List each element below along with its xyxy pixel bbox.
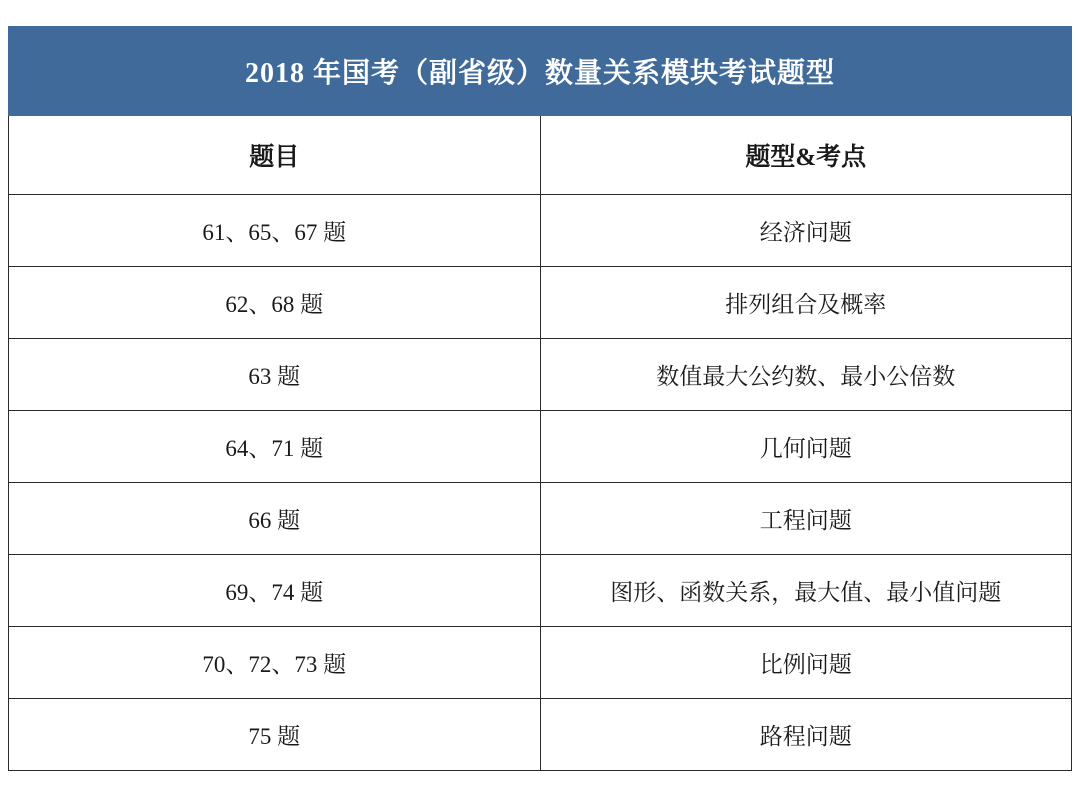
table-row [9, 195, 1072, 267]
table-row [9, 699, 1072, 771]
table-row [9, 555, 1072, 627]
document-title: 2018 年国考（副省级）数量关系模块考试题型 [9, 27, 1072, 116]
cell-type: 比例问题 [540, 627, 1072, 699]
column-header-type: 题型&考点 [540, 116, 1072, 195]
table-row [9, 339, 1072, 411]
table-row [9, 627, 1072, 699]
cell-question: 70、72、73 题 [9, 627, 541, 699]
table-row [9, 267, 1072, 339]
cell-type: 路程问题 [540, 699, 1072, 771]
cell-question: 62、68 题 [9, 267, 541, 339]
cell-type: 数值最大公约数、最小公倍数 [540, 339, 1072, 411]
cell-type: 工程问题 [540, 483, 1072, 555]
cell-question: 63 题 [9, 339, 541, 411]
cell-type: 图形、函数关系，最大值、最小值问题 [540, 555, 1072, 627]
cell-question: 66 题 [9, 483, 541, 555]
table-row [9, 411, 1072, 483]
cell-type: 经济问题 [540, 195, 1072, 267]
exam-type-table [8, 26, 1072, 771]
column-header-question: 题目 [9, 116, 541, 195]
table-title-row [9, 27, 1072, 116]
table-row [9, 483, 1072, 555]
cell-question: 64、71 题 [9, 411, 541, 483]
table-body [9, 27, 1072, 771]
cell-type: 排列组合及概率 [540, 267, 1072, 339]
table-header-row [9, 116, 1072, 195]
cell-question: 75 题 [9, 699, 541, 771]
cell-question: 61、65、67 题 [9, 195, 541, 267]
cell-type: 几何问题 [540, 411, 1072, 483]
cell-question: 69、74 题 [9, 555, 541, 627]
